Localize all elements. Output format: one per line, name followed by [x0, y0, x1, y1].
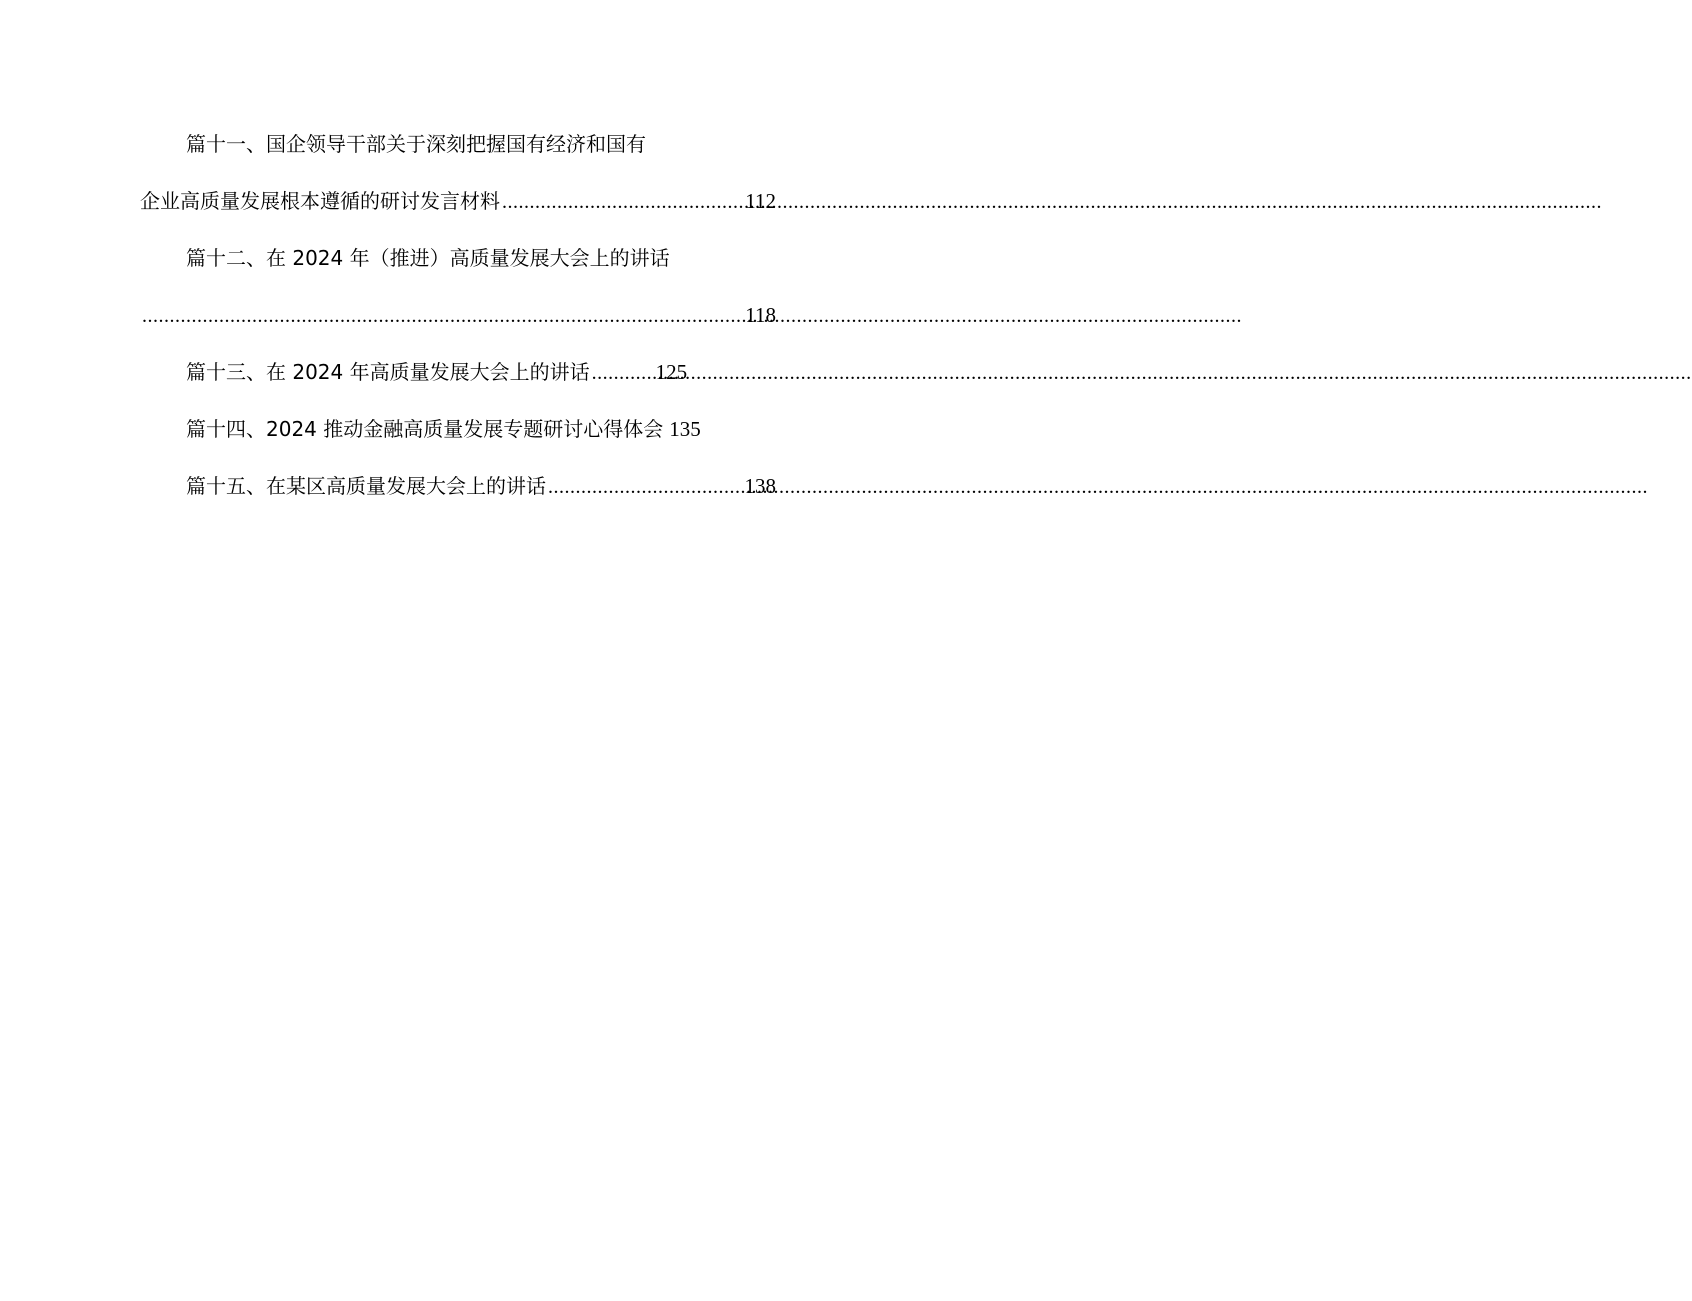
- table-of-contents: [140, 128, 776, 503]
- toc-entry-11-line1: [140, 128, 776, 161]
- toc-entry-14[interactable]: [140, 413, 776, 446]
- toc-entry-11-page: 112: [745, 189, 776, 213]
- toc-entry-14-title: 篇十四、2024 推动金融高质量发展专题研讨心得体会: [186, 417, 664, 441]
- toc-entry-15[interactable]: [140, 470, 776, 503]
- toc-entry-13[interactable]: [140, 356, 776, 389]
- toc-entry-14-page: 135: [669, 417, 701, 441]
- toc-entry-15-page: 138: [744, 474, 776, 498]
- toc-entry-12-line2[interactable]: [140, 299, 776, 332]
- toc-entry-12-title: 篇十二、在 2024 年（推进）高质量发展大会上的讲话: [186, 246, 670, 270]
- toc-leader-dots: [592, 357, 654, 390]
- toc-entry-13-page: 125: [655, 360, 688, 384]
- toc-leader-dots: [548, 471, 743, 504]
- toc-leader-dots: [502, 186, 743, 219]
- toc-entry-11-title-part2: 企业高质量发展根本遵循的研讨发言材料: [140, 189, 500, 213]
- toc-entry-12-page: 118: [745, 303, 776, 327]
- toc-entry-12-line1: [140, 242, 776, 275]
- toc-entry-15-title: 篇十五、在某区高质量发展大会上的讲话: [186, 474, 546, 498]
- toc-entry-13-title: 篇十三、在 2024 年高质量发展大会上的讲话: [186, 360, 590, 384]
- toc-entry-11-line2[interactable]: [140, 185, 776, 218]
- toc-leader-dots: [142, 300, 743, 333]
- toc-entry-11-title-part1: 篇十一、国企领导干部关于深刻把握国有经济和国有: [186, 132, 646, 156]
